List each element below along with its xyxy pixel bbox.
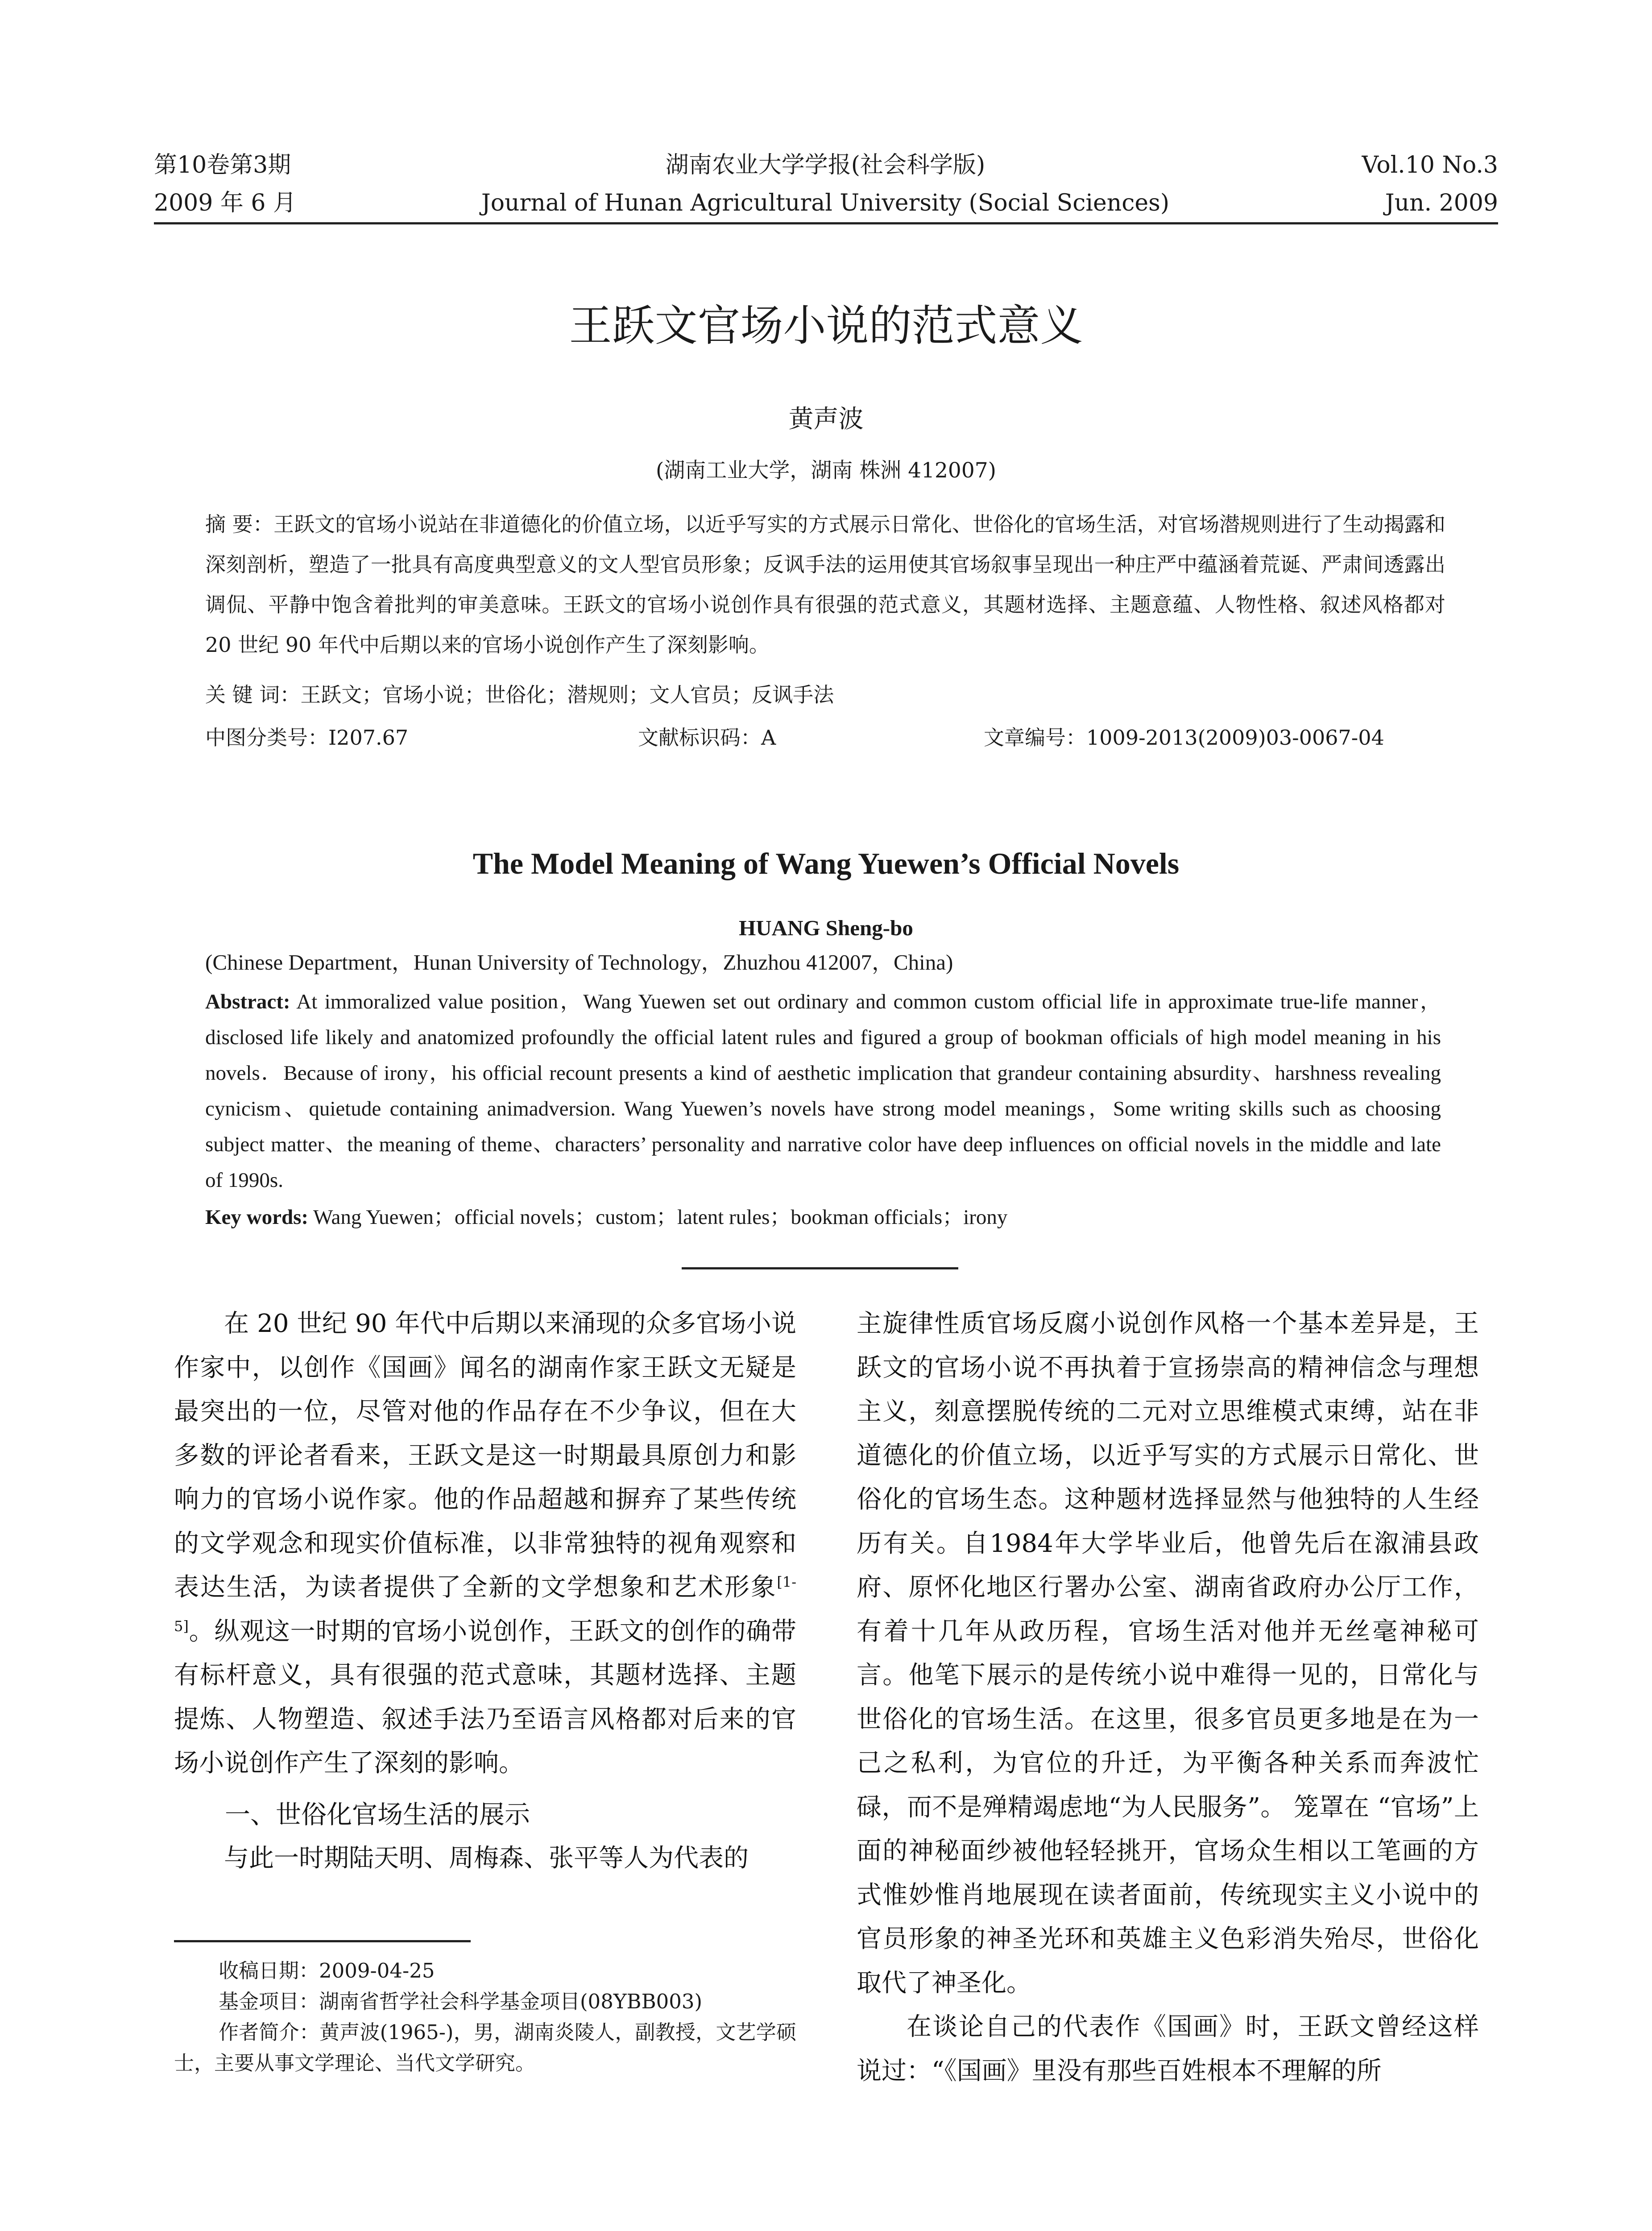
received-date: 收稿日期：2009-04-25 (219, 1959, 435, 1982)
citation-ref: [1-5] (174, 1573, 796, 1634)
abstract-separator-rule (682, 1267, 958, 1269)
author-affiliation-en: (Chinese Department，Hunan University of Technology，Zhuzhou 412007，China) (205, 950, 953, 975)
volume-issue-en: Vol.10 No.3 (1362, 152, 1498, 178)
body-paragraph: 主旋律性质官场反腐小说创作风格一个基本差异是，王跃文的官场小说不再执着于宣扬崇高的精神信念与理想主义，刻意摆脱传统的二元对立思维模式束缚，站在非道德化的价值立场，以近乎写实的方式展示日常化、世俗化的官场生态。这种题材选择显然与他独特的人生经历有关。自1984年大学毕业后，他曾先后在溆浦县政府、原怀化地区行署办公室、湖南省政府办公厅工作，有着十几年从政历程，官场生活对他并无丝毫神秘可言。他笔下展示的是传统小说中难得一见的，日常化与世俗化的官场生活。在这里，很多官员更多地是在为一己之私利，为官位的升迁，为平衡各种关系而奔波忙碌，而不是殚精竭虑地“为人民服务”。 笼罩在 “官场”上面的神秘面纱被他轻轻挑开，官场众生相以工笔画的方式惟妙惟肖地展现在读者面前，传统现实主义小说中的官员形象的神圣光环和英雄主义色彩消失殆尽，世俗化取代了神圣化。 (857, 1309, 1479, 1998)
article-title-en: The Model Meaning of Wang Yuewen’s Official Novels (472, 846, 1180, 880)
author-name-cn: 黄声波 (788, 405, 864, 434)
issue-date-en: Jun. 2009 (1385, 190, 1498, 216)
volume-issue-cn: 第10卷第3期 (154, 152, 291, 178)
abstract-cn-text: 王跃文的官场小说站在非道德化的价值立场，以近乎写实的方式展示日常化、世俗化的官场生活，对官场潜规则进行了生动揭露和深刻剖析，塑造了一批具有高度典型意义的文人型官员形象；反讽手法的运用使其官场叙事呈现出一种庄严中蕴涵着荒诞、严肃间透露出调侃、平静中饱含着批判的审美意味。王跃文的官场小说创作具有很强的范式意义，其题材选择、主题意蕴、人物性格、叙述风格都对 20 世纪 90 年代中后期以来的官场小说创作产生了深刻影响。 (205, 512, 1446, 657)
author-bio: 作者简介：黄声波(1965-)，男，湖南炎陵人，副教授，文艺学硕士，主要从事文学理论、当代文学研究。 (174, 2020, 796, 2075)
body-paragraph: 与此一时期陆天明、周梅森、张平等人为代表的 (224, 1844, 749, 1873)
keywords-en (205, 1199, 1441, 1235)
clc-number: 中图分类号：I207.67 (205, 726, 409, 750)
keywords-en-text: Wang Yuewen；official novels；custom；latent rules；bookman officials；irony (308, 1206, 1008, 1229)
keywords-cn (205, 675, 1445, 715)
footnote-rule (174, 1940, 471, 1942)
abstract-cn (205, 504, 1445, 665)
section-heading: 一、世俗化官场生活的展示 (225, 1800, 530, 1829)
body-column-right (857, 1302, 1479, 2093)
author-affiliation-cn: (湖南工业大学，湖南 株洲 412007) (656, 458, 996, 483)
abstract-en-text: At immoralized value position，Wang Yuewen set out ordinary and common custom official life in approximate true-life manner，disclosed life likely and anatomized profoundly the official latent rules and figured a group of bookman officials of high model meaning in his novels．Because of irony，his official recount presents a kind of aesthetic implication that grandeur containing absurdity、harshness revealing cynicism、quietude containing animadversion. Wang Yuewen’s novels have strong model meanings，Some writing skills such as choosing subject matter、the meaning of theme、characters’ personality and narrative color have deep influences on official novels in the middle and late of 1990s. (205, 990, 1441, 1192)
article-title-cn: 王跃文官场小说的范式意义 (569, 301, 1083, 351)
author-name-en: HUANG Sheng-bo (739, 916, 913, 940)
footnote (174, 1955, 796, 2078)
issue-date-cn: 2009 年 6 月 (154, 190, 297, 216)
keywords-cn-text: 王跃文；官场小说；世俗化；潜规则；文人官员；反讽手法 (300, 683, 834, 707)
article-number: 文章编号：1009-2013(2009)03-0067-04 (984, 726, 1384, 750)
body-column-left (174, 1302, 796, 1881)
fund-note: 基金项目：湖南省哲学社会科学基金项目(08YBB003) (219, 1990, 703, 2013)
header-rule (154, 222, 1498, 224)
journal-title-en: Journal of Hunan Agricultural University (Social Sciences) (481, 190, 1170, 216)
keywords-en-label: Key words: (205, 1206, 309, 1229)
document-code: 文献标识码：A (638, 726, 776, 750)
abstract-cn-label: 摘 要： (205, 512, 273, 536)
abstract-en-label: Abstract: (205, 990, 290, 1013)
keywords-cn-label: 关 键 词： (205, 683, 301, 707)
body-paragraph: 在 20 世纪 90 年代中后期以来涌现的众多官场小说作家中，以创作《国画》闻名的湖南作家王跃文无疑是最突出的一位，尽管对他的作品存在不少争议，但在大多数的评论者看来，王跃文是这一时期最具原创力和影响力的官场小说作家。他的作品超越和摒弃了某些传统的文学观念和现实价值标准，以非常独特的视角观察和表达生活，为读者提供了全新的文学想象和艺术形象[1-5]。纵观这一时期的官场小说创作，王跃文的创作的确带有标杆意义，具有很强的范式意味，其题材选择、主题提炼、人物塑造、叙述手法乃至语言风格都对后来的官场小说创作产生了深刻的影响。 (174, 1309, 796, 1778)
body-paragraph: 在谈论自己的代表作《国画》时，王跃文曾经这样说过：“《国画》里没有那些百姓根本不理解的所 (857, 2012, 1479, 2086)
abstract-en (205, 984, 1441, 1198)
journal-title-cn: 湖南农业大学学报(社会科学版) (665, 152, 985, 178)
